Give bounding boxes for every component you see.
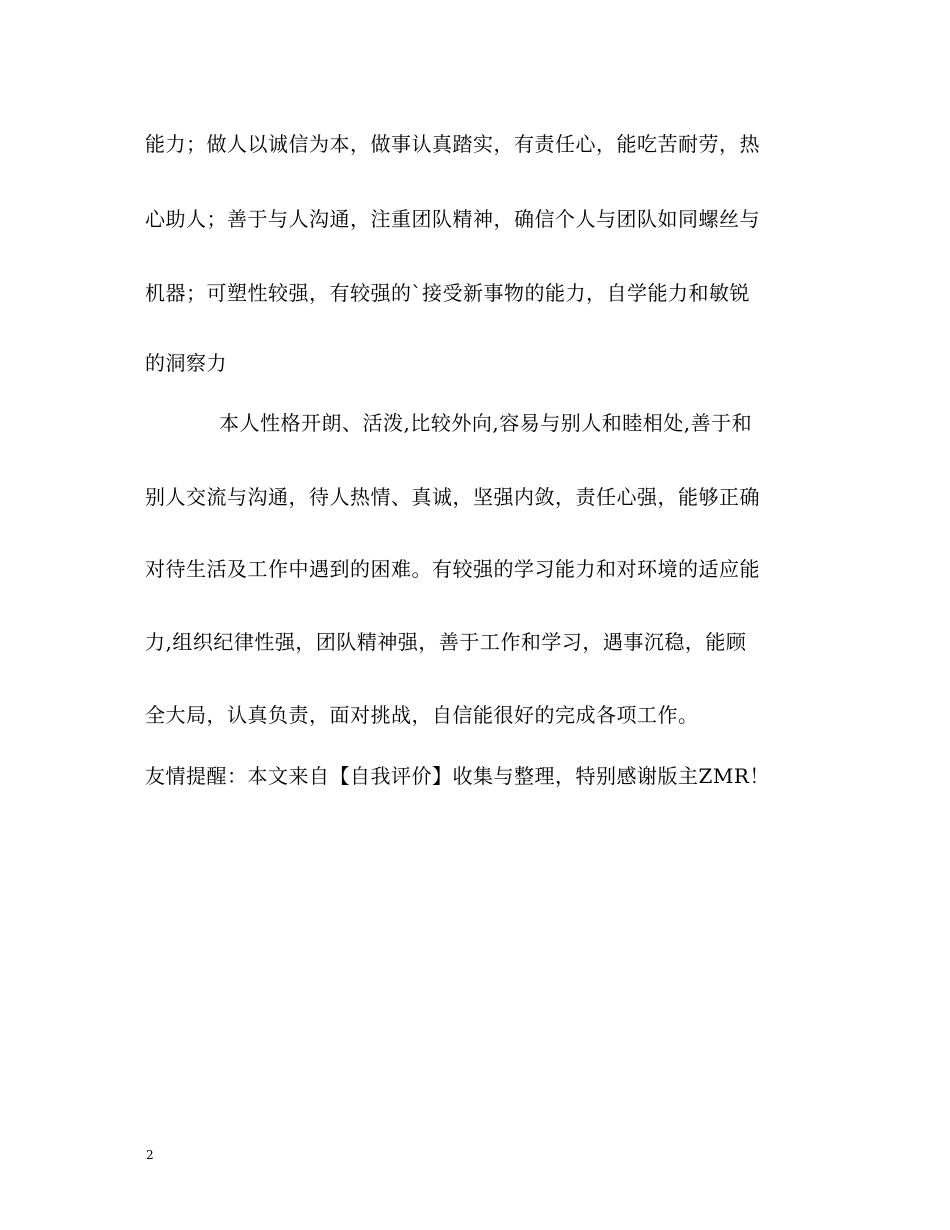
paragraph-2-line-3: 对待生活及工作中遇到的困难。有较强的学习能力和对环境的适应能 [145, 557, 760, 581]
paragraph-1-line-2: 心助人；善于与人沟通，注重团队精神，确信个人与团队如同螺丝与 [145, 207, 760, 231]
paragraph-2-line-5: 全大局，认真负责，面对挑战，自信能很好的完成各项工作。 [145, 703, 699, 727]
reminder-note: 友情提醒：本文来自【自我评价】收集与整理，特别感谢版主ZMR！ [145, 764, 770, 788]
paragraph-1-line-4: 的洞察力 [145, 351, 227, 375]
paragraph-2-line-1: 本人性格开朗、活泼,比较外向,容易与别人和睦相处,善于和 [219, 411, 753, 435]
paragraph-2-line-2: 别人交流与沟通，待人热情、真诚，坚强内敛，责任心强，能够正确 [145, 485, 760, 509]
page-number: 2 [146, 1148, 154, 1162]
paragraph-1-line-3: 机器；可塑性较强，有较强的`接受新事物的能力，自学能力和敏锐 [145, 281, 750, 305]
paragraph-2-line-4: 力,组织纪律性强，团队精神强，善于工作和学习，遇事沉稳，能顾 [145, 630, 747, 654]
paragraph-1-line-1: 能力；做人以诚信为本，做事认真踏实，有责任心，能吃苦耐劳，热 [145, 132, 760, 156]
